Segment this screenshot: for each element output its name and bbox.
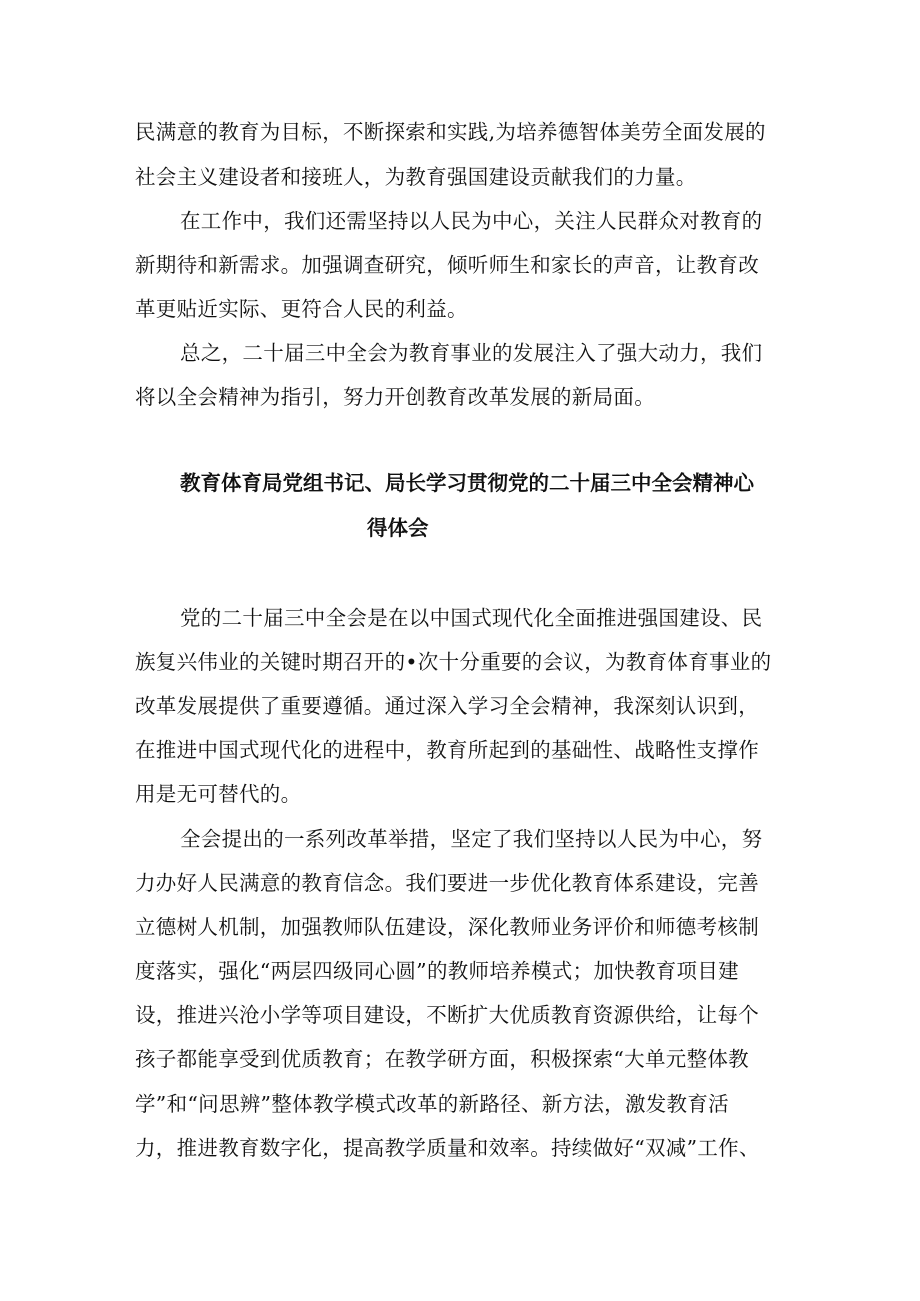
article-title-continued: 得体会 — [367, 516, 429, 540]
article-title: 教育体育局党组书记、局长学习贯彻党的二十届三中全会精神心 — [180, 471, 754, 495]
paragraph-line: 在工作中，我们还需坚持以人民为中心，关注人民群众对教育的 — [180, 209, 763, 233]
paragraph-line: 新期待和新需求。加强调查研究，倾听师生和家长的声音，让教育改 — [135, 253, 759, 277]
paragraph-line: 学”和“问思辨”整体教学模式改革的新路径、新方法，激发教育活 — [135, 1092, 729, 1116]
paragraph-line: 社会主义建设者和接班人，为教育强国建设贡献我们的力量。 — [135, 165, 697, 189]
paragraph-line: 全会提出的一系列改革举措，坚定了我们坚持以人民为中心，努 — [180, 827, 763, 851]
paragraph-line: 将以全会精神为指引，努力开创教育改革发展的新局面。 — [135, 385, 655, 409]
paragraph-line: 立德树人机制，加强教师队伍建设，深化教师业务评价和师德考核制 — [135, 915, 759, 939]
paragraph-line: 改革发展提供了重要遵循。通过深入学习全会精神，我深刻认识到， — [135, 694, 759, 718]
paragraph-line: 总之，二十届三中全会为教育事业的发展注入了强大动力，我们 — [180, 341, 763, 365]
paragraph-line: 在推进中国式现代化的进程中，教育所起到的基础性、战略性支撑作 — [135, 738, 759, 762]
paragraph-line: 革更贴近实际、更符合人民的利益。 — [135, 297, 468, 321]
paragraph-line: 民满意的教育为目标，不断探索和实践,为培养德智体美劳全面发展的 — [135, 120, 766, 144]
paragraph-line: 设，推进兴沧小学等项目建设，不断扩大优质教育资源供给，让每个 — [135, 1003, 759, 1027]
paragraph-line: 用是无可替代的。 — [135, 782, 302, 806]
paragraph-line: 党的二十届三中全会是在以中国式现代化全面推进强国建设、民 — [180, 606, 763, 630]
paragraph-line: 度落实，强化“两层四级同心圆”的教师培养模式；加快教育项目建 — [135, 959, 739, 983]
paragraph-line: 孩子都能享受到优质教育；在教学研方面，积极探索“大单元整体教 — [135, 1047, 749, 1071]
paragraph-line: 力办好人民满意的教育信念。我们要进一步优化教育体系建设，完善 — [135, 871, 759, 895]
paragraph-line: 族复兴伟业的关键时期召开的•次十分重要的会议，为教育体育事业的 — [135, 650, 772, 674]
paragraph-line: 力，推进教育数字化，提高教学质量和效率。持续做好“双减”工作、 — [135, 1136, 760, 1160]
